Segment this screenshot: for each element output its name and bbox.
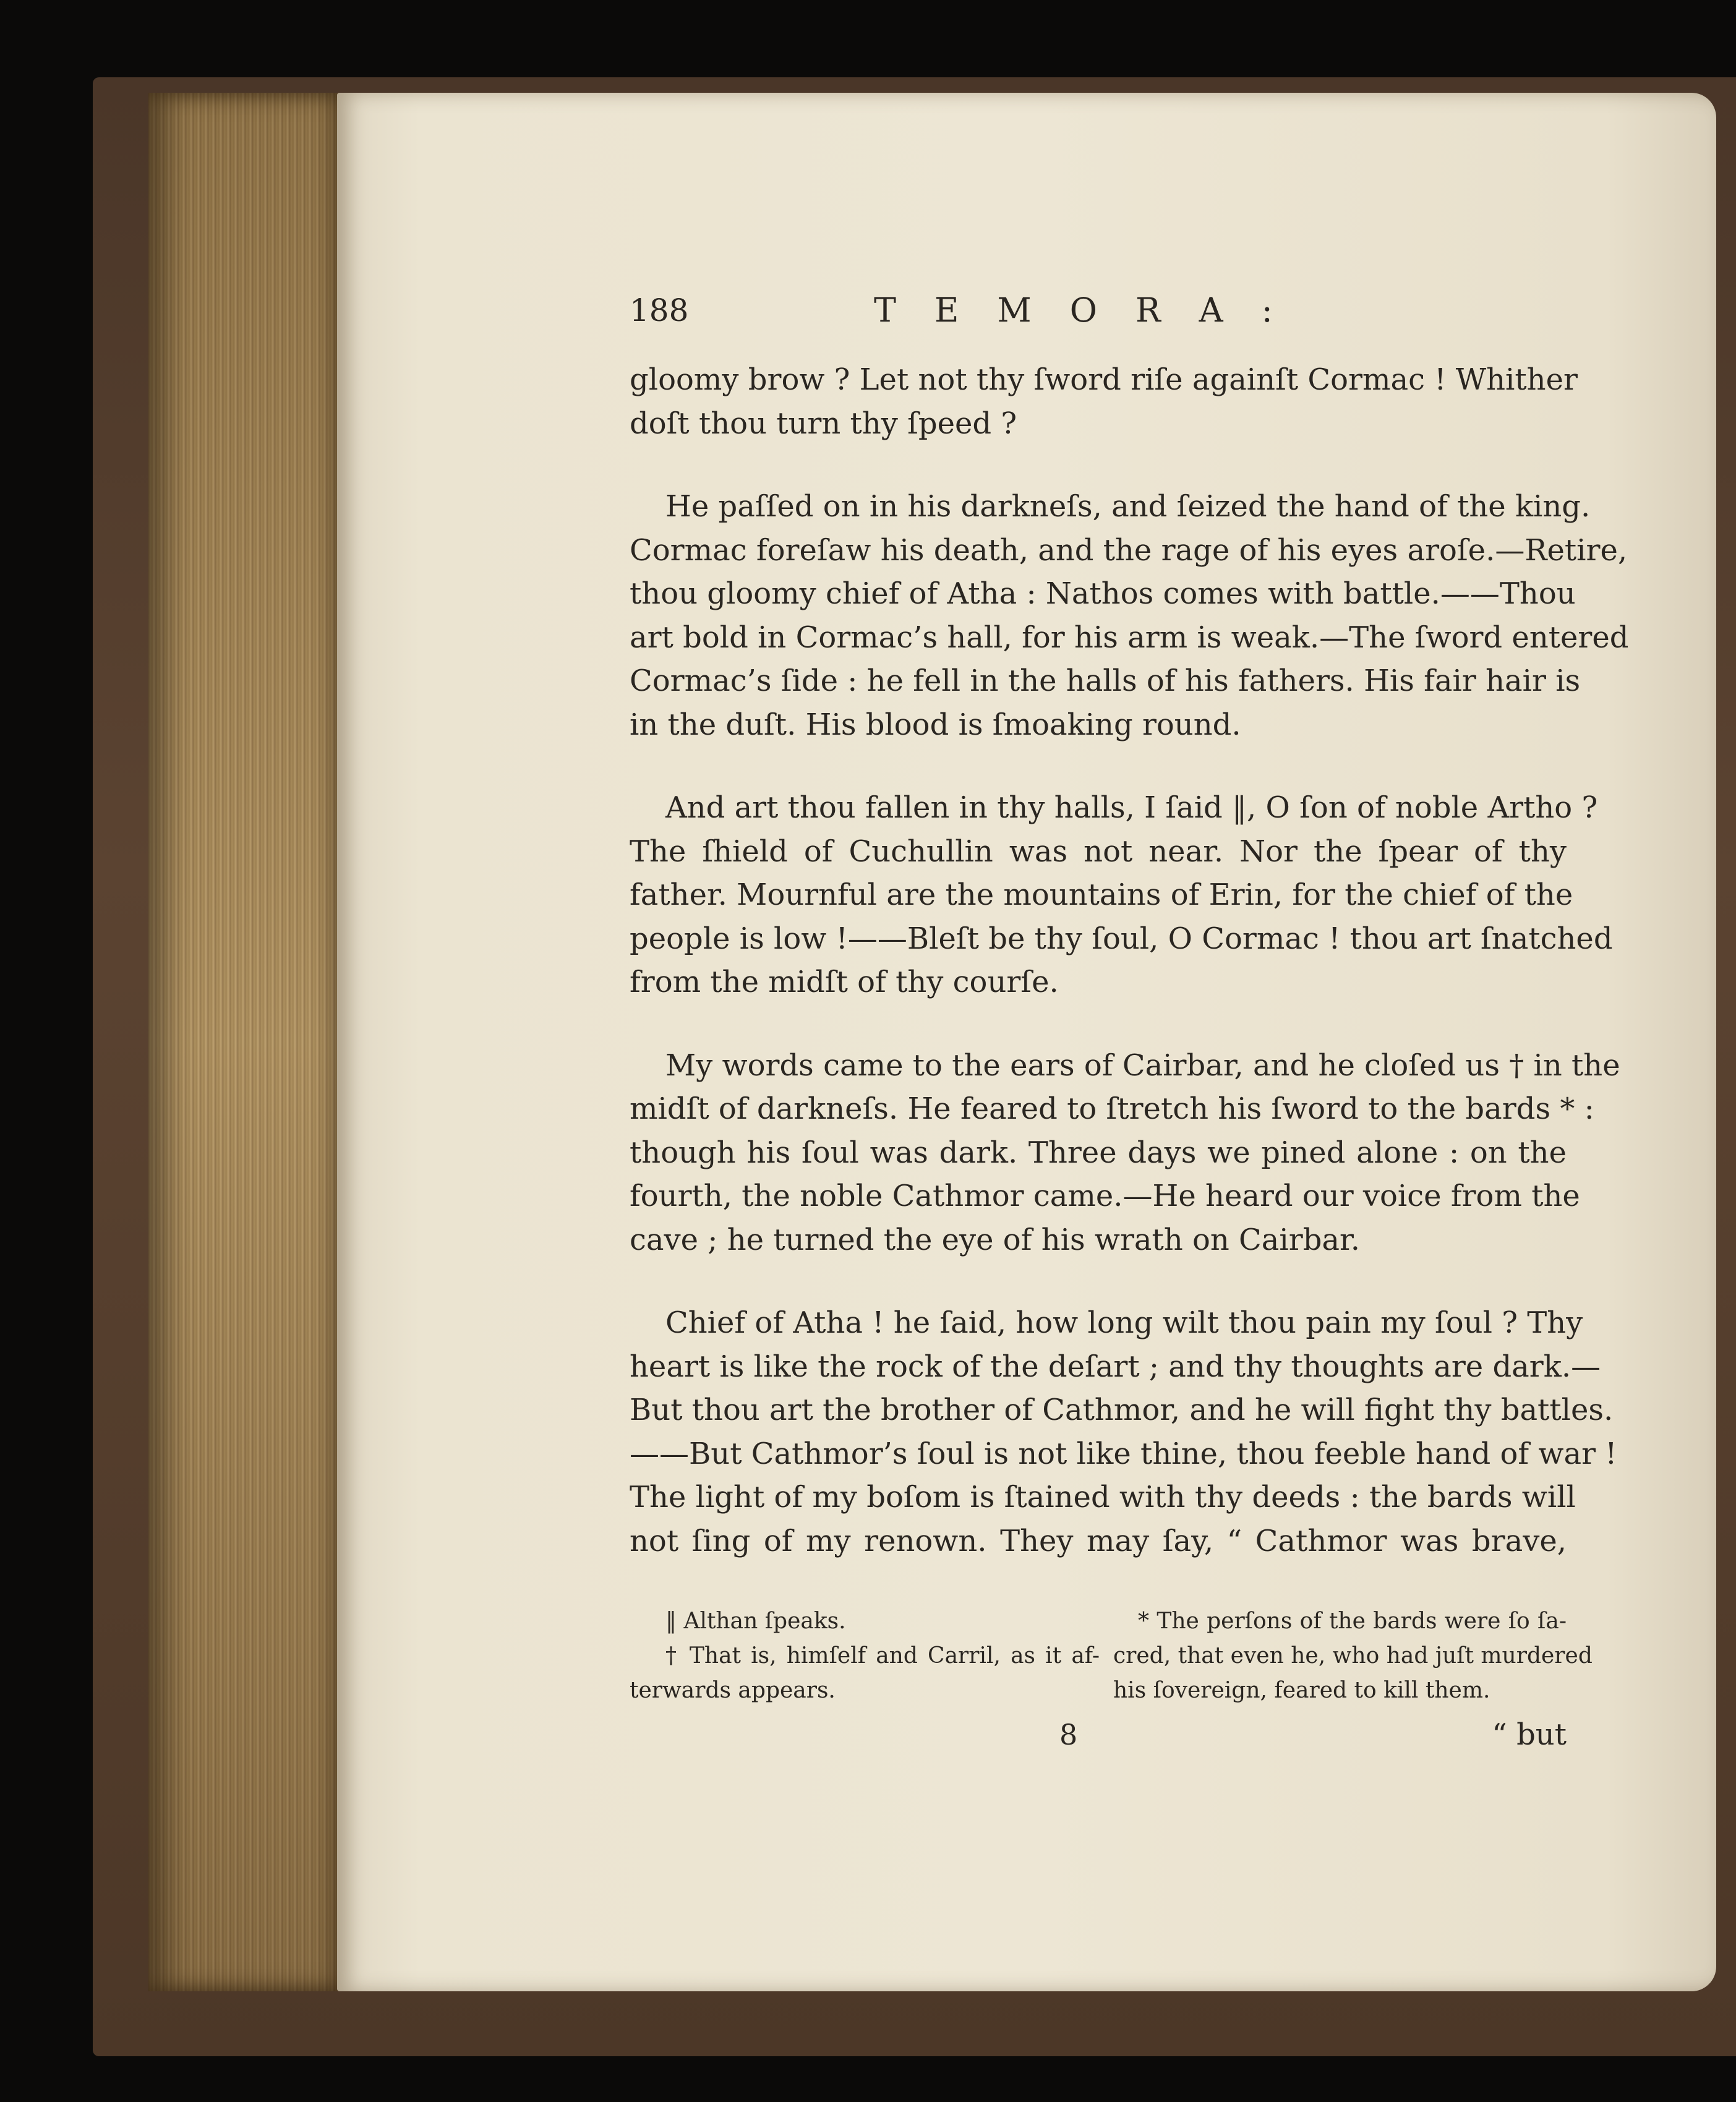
text-line: cave ; he turned the eye of his wrath on Cairbar. (630, 1222, 1360, 1257)
text-line: Cormac foreſaw his death, and the rage of his eyes aroſe.—Retire, (630, 532, 1628, 568)
text-line: The light of my boſom is ſtained with thy deeds : the bards will (630, 1480, 1576, 1515)
footnotes-left-column (630, 1604, 1100, 1708)
paragraph (630, 1301, 1617, 1563)
text-line: though his ſoul was dark. Three days we pined alone : on the (630, 1135, 1567, 1170)
page-edges-shade (148, 93, 346, 1991)
text-line: ——But Cathmor’s ſoul is not like thine, thou feeble hand of war ! (630, 1436, 1617, 1471)
paragraph (630, 485, 1629, 746)
catchword: “ but (1492, 1717, 1567, 1752)
footnotes-right-column (1113, 1604, 1593, 1708)
text-line: doſt thou turn thy ſpeed ? (630, 406, 1017, 441)
text-line: And art thou fallen in thy halls, I ſaid ‖, O ſon of noble Artho ? (665, 790, 1598, 825)
footnote-line: * The perſons of the bards were ſo ſa- (1138, 1609, 1567, 1634)
text-line: Cormac’s ſide : he fell in the halls of his fathers. His fair hair is (630, 664, 1581, 698)
running-title: TEMORA: (874, 291, 1311, 330)
text-line: heart is like the rock of the deſart ; and thy thoughts are dark.— (630, 1349, 1601, 1384)
text-line: not ſing of my renown. They may ſay, “ Cathmor was brave, (630, 1523, 1567, 1558)
footnote-line: ‖ Althan ſpeaks. (665, 1609, 846, 1634)
text-line: from the midſt of thy courſe. (630, 965, 1059, 999)
text-line: He paſſed on in his darkneſs, and ſeized the hand of the king. (665, 489, 1591, 524)
paragraph (630, 786, 1613, 1004)
body-text (630, 358, 1629, 1602)
text-line: But thou art the brother of Cathmor, and he will fight thy battles. (630, 1393, 1614, 1427)
text-line: father. Mournful are the mountains of Erin, for the chief of the (630, 878, 1573, 912)
page-number: 188 (630, 293, 689, 328)
paragraph (630, 1044, 1620, 1262)
text-line: fourth, the noble Cathmor came.—He heard our voice from the (630, 1179, 1580, 1213)
text-line: My words came to the ears of Cairbar, and he cloſed us † in the (665, 1048, 1620, 1083)
text-line: midſt of darkneſs. He feared to ſtretch his ſword to the bards * : (630, 1092, 1594, 1126)
text-line: Chief of Atha ! he ſaid, how long wilt thou pain my ſoul ? Thy (665, 1305, 1583, 1340)
text-line: in the duſt. His blood is ſmoaking round. (630, 707, 1241, 742)
text-line: gloomy brow ? Let not thy ſword riſe againſt Cormac ! Whither (630, 362, 1578, 397)
text-line: art bold in Cormac’s hall, for his arm is weak.—The ſword entered (630, 620, 1629, 655)
footnote-line: † That is, himſelf and Carril, as it af- (665, 1643, 1100, 1668)
footnote-line: terwards appears. (630, 1678, 836, 1703)
paragraph (630, 358, 1578, 445)
footnote-line: his ſovereign, feared to kill them. (1113, 1678, 1490, 1703)
running-head (630, 286, 1567, 335)
text-line: thou gloomy chief of Atha : Nathos comes with battle.——Thou (630, 576, 1576, 611)
text-line: The ſhield of Cuchullin was not near. Nor the ſpear of thy (630, 834, 1567, 869)
footnote-line: cred, that even he, who had juſt murdered (1113, 1643, 1593, 1668)
text-line: people is low !——Bleſt be thy ſoul, O Cormac ! thou art ſnatched (630, 921, 1613, 956)
signature-mark: 8 (1059, 1718, 1078, 1751)
